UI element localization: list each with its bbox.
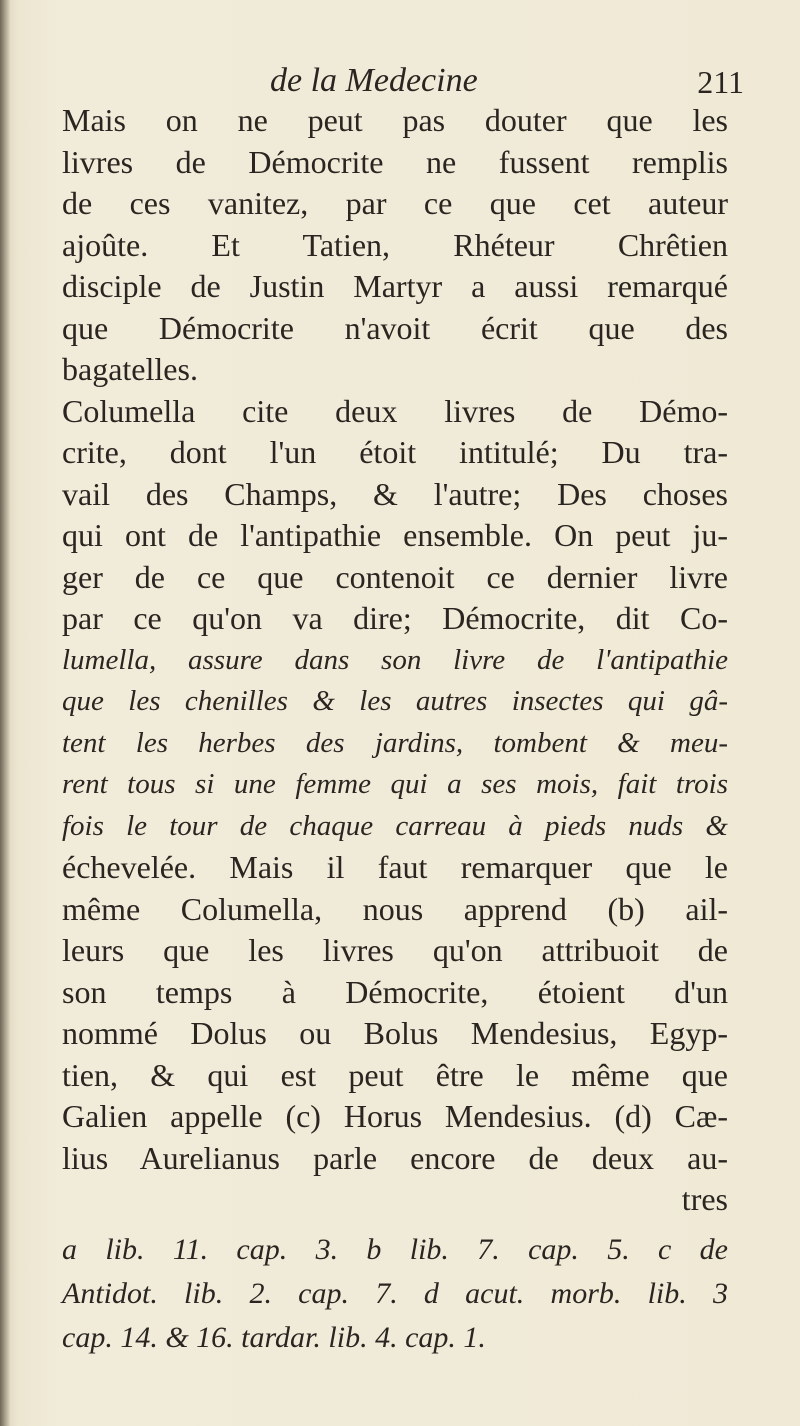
text-line: vail des Champs, & l'autre; Des choses [62,475,728,512]
text-line: tent les herbes des jardins, tombent & meu- [62,726,728,759]
text-line: Galien appelle (c) Horus Mendesius. (d) Cæ- [62,1098,728,1134]
text-line: nommé Dolus ou Bolus Mendesius, Egyp- [62,1015,728,1051]
text-line: ger de ce que contenoit ce dernier livre [62,558,728,595]
footnote-line: a lib. 11. cap. 3. b lib. 7. cap. 5. c de [62,1233,728,1266]
text-line: que Démocrite n'avoit écrit que des [62,309,728,346]
footnotes [62,1228,728,1360]
text-line: même Columella, nous apprend (b) ail- [62,890,728,927]
text-line: tien, & qui est peut être le même que [62,1056,728,1093]
text-line: fois le tour de chaque carreau à pieds nuds & [62,809,728,842]
text-line: Columella cite deux livres de Démo- [62,392,728,429]
text-line: lius Aurelianus parle encore de deux au- [62,1139,728,1176]
text-line: son temps à Démocrite, étoient d'un [62,973,728,1010]
page-gutter [0,0,10,1426]
text-line: rent tous si une femme qui a ses mois, fait trois [62,768,728,800]
page-number: 211 [697,64,744,100]
running-title: de la Medecine [270,62,478,99]
text-line: livres de Démocrite ne fussent remplis [62,143,728,180]
text-line: bagatelles. [62,351,198,387]
text-line: échevelée. Mais il faut remarquer que le [62,849,728,885]
text-line: ajoûte. Et Tatien, Rhéteur Chrêtien [62,226,728,263]
text-line: Mais on ne peut pas douter que les [62,102,728,138]
footnote-line: Antidot. lib. 2. cap. 7. d acut. morb. lib. 3 [62,1277,728,1310]
text-line: qui ont de l'antipathie ensemble. On peut ju- [62,517,728,553]
footnote-line: cap. 14. & 16. tardar. lib. 4. cap. 1. [62,1321,486,1354]
catchword: tres [681,1181,728,1217]
text-line: disciple de Justin Martyr a aussi remarqué [62,268,728,304]
body-text [62,100,728,1221]
text-line: crite, dont l'un étoit intitulé; Du tra- [62,434,728,470]
text-line: de ces vanitez, par ce que cet auteur [62,185,728,221]
text-line: leurs que les livres qu'on attribuoit de [62,932,728,968]
text-line: lumella, assure dans son livre de l'antipathie [62,643,728,676]
text-line: par ce qu'on va dire; Démocrite, dit Co- [62,600,728,636]
text-line: que les chenilles & les autres insectes qui gâ- [62,685,728,717]
